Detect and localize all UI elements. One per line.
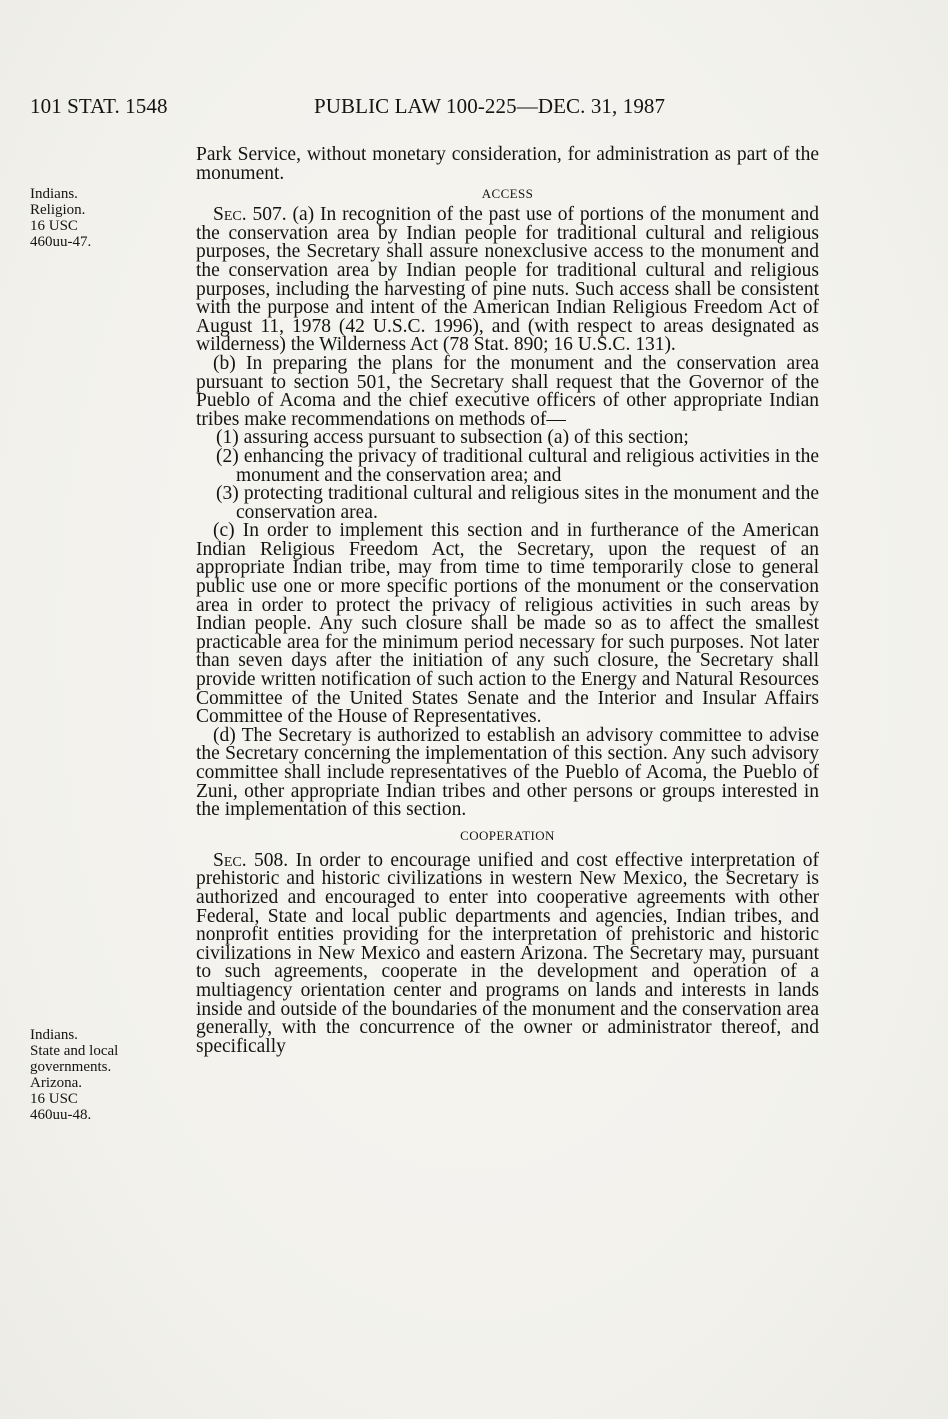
- sec-507-a-text: 507. (a) In recognition of the past use of portions of the monument and the conservation area by Indian people for traditional cultural and religious purposes, the Secretary shall assure nonexclusive access to the monument and the conservation area by Indian people for traditional cultural and religious purposes, including the harvesting of pine nuts. Such access shall be consistent with the purpose and intent of the American Indian Religious Freedom Act of August 11, 1978 (42 U.S.C. 1996), and (with respect to areas designated as wilderness) the Wilderness Act (78 Stat. 890; 16 U.S.C. 131).: [196, 204, 819, 356]
- sec-507-c-paragraph: (c) In order to implement this section and in furtherance of the American Indian Religious Freedom Act, the Secretary, upon the request of an appropriate Indian tribe, may from time to time temporarily close to general public use one or more specific portions of the monument or the conservation area in order to protect the privacy of religious activities in such areas by Indian people. Any such closure shall be made so as to affect the smallest practicable area for the minimum period necessary for such purposes. Not later than seven days after the initiation of any such closure, the Secretary shall provide written notification of such action to the Energy and Natural Resources Committee of the United States Senate and the Interior and Insular Affairs Committee of the House of Representatives.: [196, 520, 819, 728]
- sec-508-text: 508. In order to encourage unified and cost effective interpretation of prehistoric and historic civilizations in western New Mexico, the Secretary is authorized and encouraged to enter into cooperative agreements with other Federal, State and local public departments and agencies, Indian tribes, and nonprofit entities providing for the interpretation of prehistoric and historic civilizations in New Mexico and eastern Arizona. The Secretary may, pursuant to such agreements, cooperate in the development and operation of a multiagency orientation center and programs on lands and interests in lands inside and outside of the boundaries of the monument and the conservation area generally, with the concurrence of the owner or administrator thereof, and specifically: [196, 849, 819, 1057]
- margin-note-line: Arizona.: [30, 1075, 83, 1091]
- margin-note-line: Indians.: [30, 186, 78, 202]
- body-text: [196, 146, 819, 1056]
- heading-cooperation: COOPERATION: [460, 827, 555, 843]
- margin-note-line: 16 USC: [30, 1091, 78, 1107]
- stat-page-number: 101 STAT. 1548: [30, 94, 168, 118]
- opening-paragraph: Park Service, without monetary consideration, for administration as part of the monument.: [196, 144, 819, 184]
- margin-note-sec507: [30, 186, 180, 250]
- margin-note-line: Religion.: [30, 202, 86, 218]
- margin-note-line: governments.: [30, 1059, 112, 1075]
- margin-note-line: State and local: [30, 1043, 119, 1059]
- public-law-title: PUBLIC LAW 100-225—DEC. 31, 1987: [314, 94, 666, 118]
- list-item: (3) protecting traditional cultural and religious sites in the monument and the conservation area.: [216, 483, 819, 523]
- section-label: Sec.: [213, 204, 247, 226]
- sec-507-b-paragraph: (b) In preparing the plans for the monument and the conservation area pursuant to section 501, the Secretary shall request that the Governor of the Pueblo of Acoma and the chief executive officers of other appropriate Indian tribes make recommendations on methods of—: [196, 352, 819, 430]
- margin-note-line: 460uu-47.: [30, 234, 92, 250]
- section-label: Sec.: [213, 849, 247, 871]
- margin-note-line: 16 USC: [30, 218, 78, 234]
- margin-note-sec508: [30, 1027, 180, 1123]
- margin-note-line: 460uu-48.: [30, 1107, 92, 1123]
- list-item: (2) enhancing the privacy of traditional cultural and religious activities in the monument and the conservation area; and: [216, 445, 819, 486]
- margin-note-line: Indians.: [30, 1027, 78, 1043]
- sec-507-d-paragraph: (d) The Secretary is authorized to establish an advisory committee to advise the Secretary concerning the implementation of this section. Any such advisory committee shall include representatives of the Pueblo of Acoma, the Pueblo of Zuni, other appropriate Indian tribes and other persons or groups interested in the implementation of this section.: [196, 724, 819, 821]
- list-item: (1) assuring access pursuant to subsection (a) of this section;: [216, 427, 689, 449]
- heading-access: ACCESS: [481, 186, 534, 202]
- sec-508-paragraph: [196, 849, 819, 1057]
- sec-507-a-paragraph: [196, 206, 819, 355]
